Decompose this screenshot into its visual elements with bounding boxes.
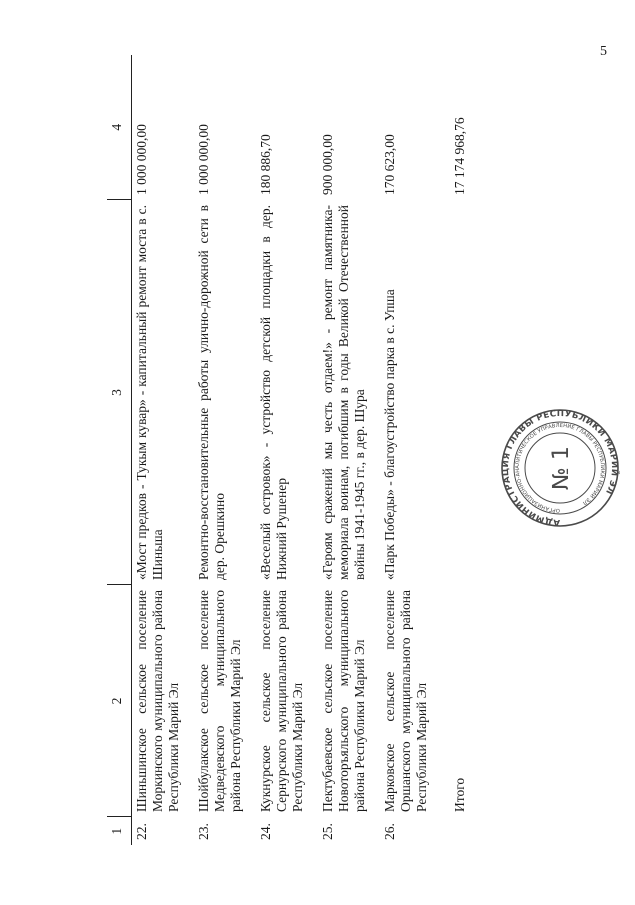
stamp-center-number: № 1 xyxy=(549,446,574,490)
official-stamp xyxy=(500,408,620,528)
row-number: 25. xyxy=(320,823,335,840)
grant-amount: 1 000 000,00 xyxy=(196,124,211,195)
project-description: Ремонтно-восстановительные работы улично-дорожной сети в дер. Орешкино xyxy=(196,205,227,580)
stamp-inner-text: ОРГАНИЗАЦИОННО-АНАЛИТИЧЕСКОЕ УПРАВЛЕНИЕ ГЛАВЫ РЕСПУБЛИКИ МАРИЙ ЭЛ xyxy=(514,422,606,514)
settlement-name: Кукнурское сельское поселение Сернурского муниципального района Республики Марий Эл xyxy=(258,590,305,812)
table-header-row xyxy=(107,55,132,845)
row-number: 24. xyxy=(258,823,273,840)
page-number: 5 xyxy=(600,44,607,59)
project-description: «Мост предков - Тукым кувар» - капитальный ремонт моста в с. Шиньша xyxy=(134,205,165,580)
table-row xyxy=(194,55,256,845)
project-description: «Парк Победы» - благоустройство парка в с. Упша xyxy=(382,289,397,580)
grant-amount: 170 623,00 xyxy=(382,134,397,195)
row-number: 23. xyxy=(196,823,211,840)
row-number: 22. xyxy=(134,823,149,840)
total-label: Итого xyxy=(452,777,467,812)
total-row xyxy=(442,55,474,845)
grant-table xyxy=(107,55,474,845)
table-row xyxy=(132,55,195,845)
settlement-name: Пектубаевское сельское поселение Новоторъяльского муниципального района Республики Марий Эл xyxy=(320,590,367,812)
rotated-table-wrapper xyxy=(107,55,532,845)
grant-amount: 1 000 000,00 xyxy=(134,124,149,195)
total-amount: 17 174 968,76 xyxy=(452,117,467,195)
table-row xyxy=(318,55,380,845)
column-header-3: 3 xyxy=(107,200,132,585)
row-number: 26. xyxy=(382,823,397,840)
table-row xyxy=(256,55,318,845)
settlement-name: Шиньшинское сельское поселение Моркинского муниципального района Республики Марий Эл xyxy=(134,590,181,812)
settlement-name: Марковское сельское поселение Оршанского муниципального района Республики Марий Эл xyxy=(382,590,429,812)
column-header-2: 2 xyxy=(107,585,132,817)
project-description: «Героям сражений мы честь отдаем!» - ремонт памятника-мемориала воинам, погибшим в годы Великой Отечественной войны 1941-1945 гг., в дер. Шура xyxy=(320,205,367,580)
grant-amount: 900 000,00 xyxy=(320,134,335,195)
column-header-4: 4 xyxy=(107,55,132,200)
project-description: «Веселый островок» - устройство детской площадки в дер. Нижний Рушенер xyxy=(258,205,289,580)
stamp-outer-text: АДМИНИСТРАЦИЯ ГЛАВЫ РЕСПУБЛИКИ МАРИЙ ЭЛ xyxy=(500,408,620,528)
settlement-name: Шойбулакское сельское поселение Медведевского муниципального района Республики Марий Эл xyxy=(196,590,243,812)
column-header-1: 1 xyxy=(107,817,132,845)
grant-amount: 180 886,70 xyxy=(258,134,273,195)
table-row xyxy=(380,55,442,845)
